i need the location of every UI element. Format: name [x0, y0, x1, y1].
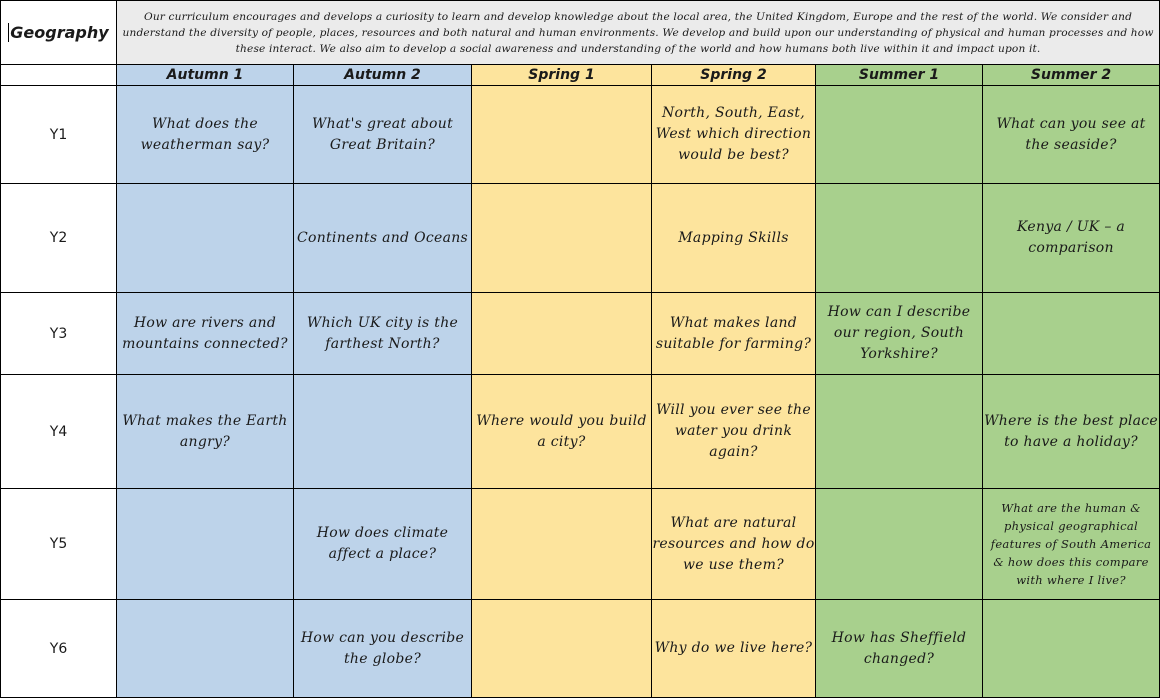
- topic-cell: Mapping Skills: [652, 184, 816, 293]
- empty-topic-cell: [472, 86, 652, 184]
- term-header-row: [1, 65, 1160, 86]
- year-row: [1, 293, 1160, 375]
- year-label: Y1: [1, 86, 117, 184]
- topic-cell: Where would you build a city?: [472, 375, 652, 489]
- subject-title-cell: [1, 1, 117, 65]
- empty-topic-cell: [816, 86, 983, 184]
- topic-cell: How does climate affect a place?: [294, 489, 472, 600]
- term-header: Spring 1: [472, 65, 652, 86]
- term-header: Autumn 2: [294, 65, 472, 86]
- term-header: Spring 2: [652, 65, 816, 86]
- topic-cell: How can you describe the globe?: [294, 600, 472, 698]
- empty-topic-cell: [117, 489, 294, 600]
- year-label: Y6: [1, 600, 117, 698]
- empty-topic-cell: [816, 375, 983, 489]
- year-label: Y5: [1, 489, 117, 600]
- topic-cell: Continents and Oceans: [294, 184, 472, 293]
- year-row: [1, 184, 1160, 293]
- topic-cell: Where is the best place to have a holiday?: [983, 375, 1160, 489]
- year-label: Y4: [1, 375, 117, 489]
- empty-topic-cell: [816, 489, 983, 600]
- empty-topic-cell: [472, 600, 652, 698]
- year-label: Y3: [1, 293, 117, 375]
- empty-topic-cell: [117, 600, 294, 698]
- year-row: [1, 375, 1160, 489]
- topic-cell: What makes land suitable for farming?: [652, 293, 816, 375]
- table-body: [1, 1, 1160, 698]
- topic-cell: What makes the Earth angry?: [117, 375, 294, 489]
- subject-title: Geography: [10, 23, 109, 42]
- empty-topic-cell: [983, 293, 1160, 375]
- empty-topic-cell: [117, 184, 294, 293]
- year-label: Y2: [1, 184, 117, 293]
- title-row: [1, 1, 1160, 65]
- term-header: Summer 2: [983, 65, 1160, 86]
- year-row: [1, 600, 1160, 698]
- topic-cell: What's great about Great Britain?: [294, 86, 472, 184]
- empty-topic-cell: [472, 489, 652, 600]
- topic-cell: North, South, East, West which direction would be best?: [652, 86, 816, 184]
- topic-cell: What are the human & physical geographical features of South America & how does this compare with where I live?: [983, 489, 1160, 600]
- empty-topic-cell: [472, 184, 652, 293]
- topic-cell: Kenya / UK – a comparison: [983, 184, 1160, 293]
- topic-cell: What can you see at the seaside?: [983, 86, 1160, 184]
- term-header: Summer 1: [816, 65, 983, 86]
- empty-topic-cell: [816, 184, 983, 293]
- topic-cell: How can I describe our region, South Yorkshire?: [816, 293, 983, 375]
- term-header: Autumn 1: [117, 65, 294, 86]
- topic-cell: What does the weatherman say?: [117, 86, 294, 184]
- empty-topic-cell: [983, 600, 1160, 698]
- topic-cell: What are natural resources and how do we use them?: [652, 489, 816, 600]
- topic-cell: Why do we live here?: [652, 600, 816, 698]
- topic-cell: Will you ever see the water you drink again?: [652, 375, 816, 489]
- curriculum-intro: Our curriculum encourages and develops a curiosity to learn and develop knowledge about the local area, the United Kingdom, Europe and the rest of the world. We consider and understand the diversity of people, places, resources and both natural and human environments. We develop and build upon our understanding of physical and human processes and how these interact. We also aim to develop a social awareness and understanding of the world and how humans both live within it and impact upon it.: [117, 1, 1160, 65]
- empty-topic-cell: [472, 293, 652, 375]
- header-corner: [1, 65, 117, 86]
- topic-cell: Which UK city is the farthest North?: [294, 293, 472, 375]
- year-row: [1, 86, 1160, 184]
- topic-cell: How are rivers and mountains connected?: [117, 293, 294, 375]
- empty-topic-cell: [294, 375, 472, 489]
- topic-cell: How has Sheffield changed?: [816, 600, 983, 698]
- year-row: [1, 489, 1160, 600]
